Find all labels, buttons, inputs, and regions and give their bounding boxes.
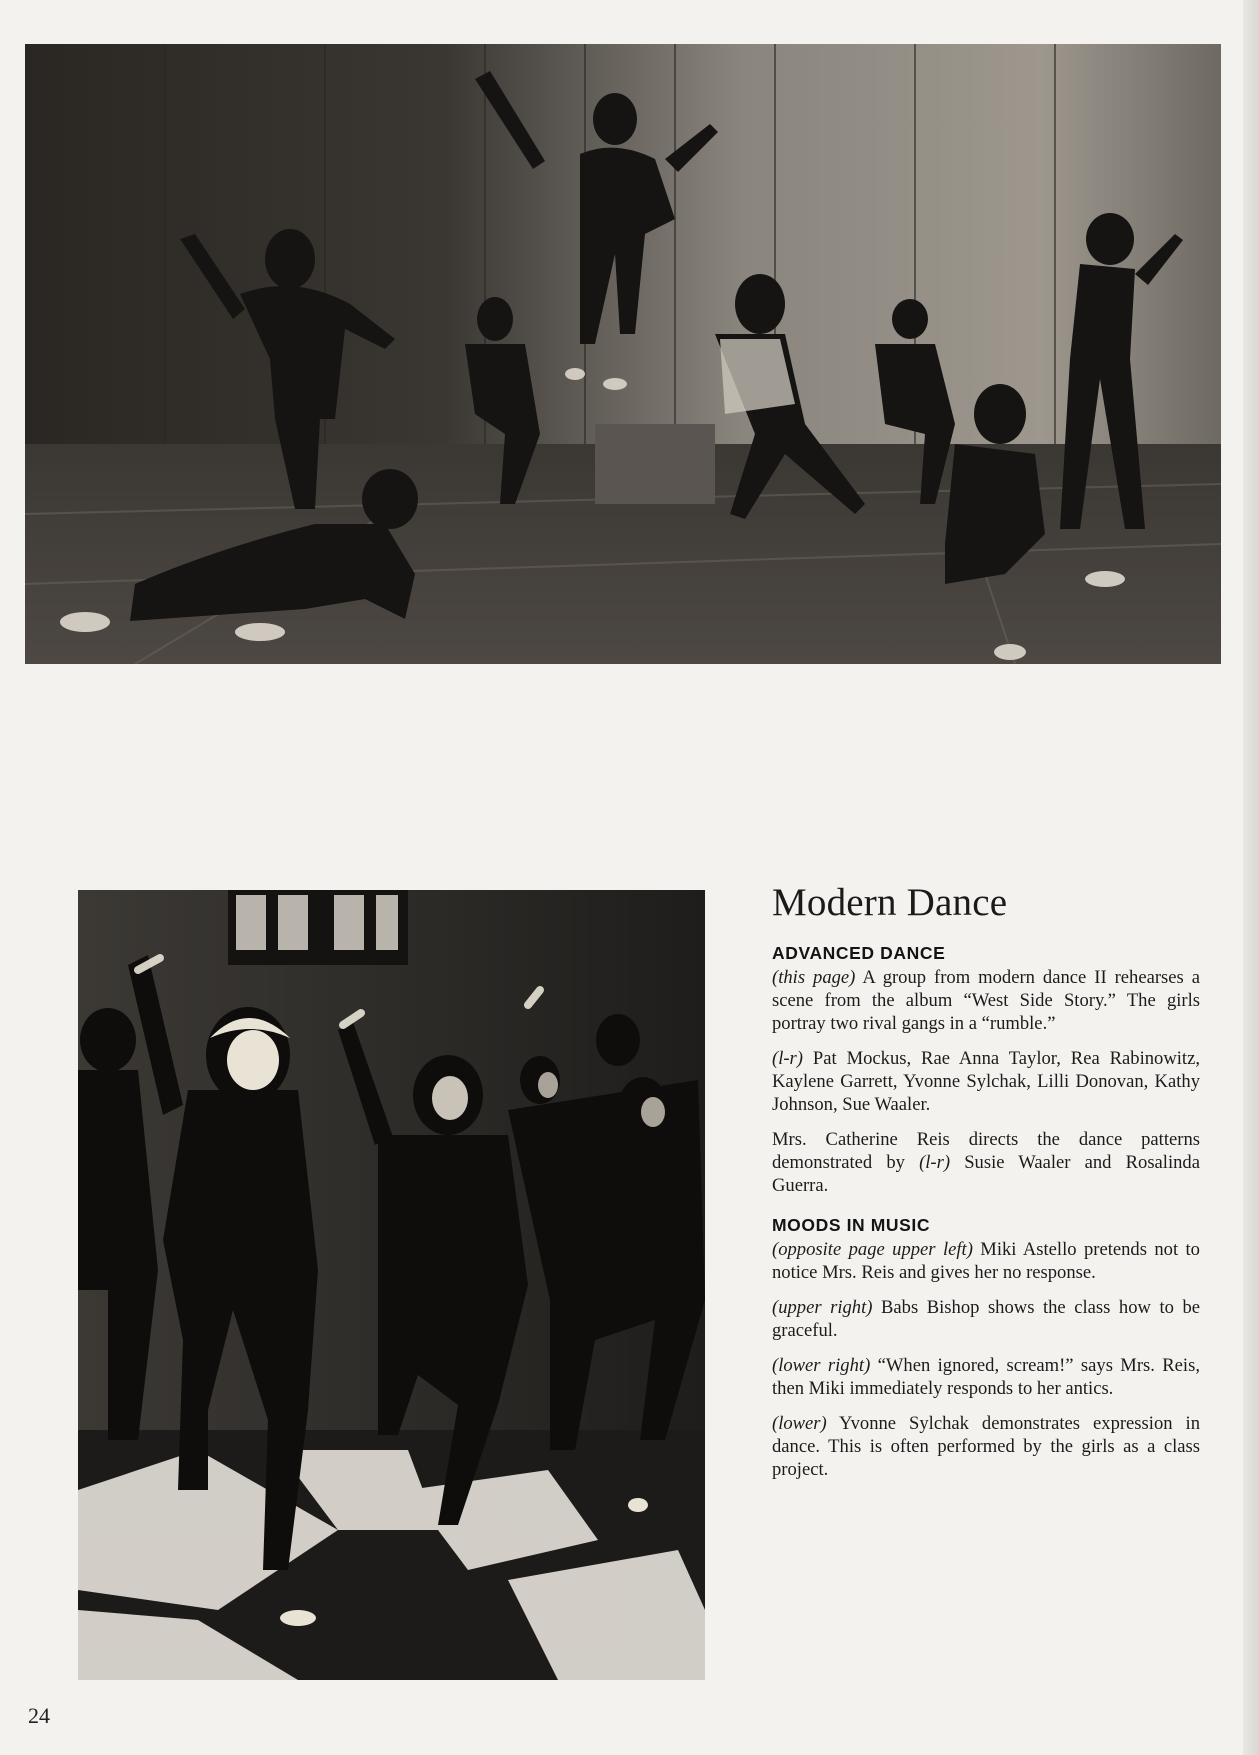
- caption-lead: (l-r): [772, 1048, 803, 1069]
- page-edge: [1243, 0, 1259, 1755]
- photo-advanced-dance-rumble: [25, 44, 1221, 664]
- caption-lead: (this page): [772, 967, 856, 988]
- caption-paragraph: [772, 1238, 1200, 1284]
- caption-text: “When ignored, scream!” says Mrs. Reis, then Miki immediately responds to her antics.: [772, 1355, 1200, 1399]
- caption-lead: (opposite page upper left): [772, 1239, 973, 1260]
- caption-lead: (lower right): [772, 1355, 871, 1376]
- article-heading: Modern Dance: [772, 881, 1008, 924]
- caption-lead: (upper right): [772, 1297, 873, 1318]
- article-column: [772, 880, 1200, 1493]
- caption-paragraph: [772, 1412, 1200, 1481]
- caption-text: Miki Astello pretends not to notice Mrs. Reis and gives her no response.: [772, 1239, 1200, 1283]
- caption-text: Susie Waaler and Rosalinda Guerra.: [772, 1152, 1200, 1196]
- photo-top-image: [25, 44, 1221, 664]
- caption-paragraph: [772, 966, 1200, 1035]
- caption-paragraph: [772, 1128, 1200, 1197]
- caption-paragraph: [772, 1354, 1200, 1400]
- caption-pre: Mrs. Catherine Reis directs the dance patterns demonstrated by: [772, 1129, 1200, 1173]
- photo-bottom-image: [78, 890, 705, 1680]
- photo-reis-directs-dance: [78, 890, 705, 1680]
- caption-text: Pat Mockus, Rae Anna Taylor, Rea Rabinowitz, Kaylene Garrett, Yvonne Sylchak, Lilli Donovan, Kathy Johnson, Sue Waaler.: [772, 1048, 1200, 1115]
- section-subhead-advanced-dance: ADVANCED DANCE: [772, 943, 946, 963]
- page-number: 24: [28, 1703, 50, 1728]
- caption-text: A group from modern dance II rehearses a scene from the album “West Side Story.” The girls portray two rival gangs in a “rumble.”: [772, 967, 1200, 1034]
- section-subhead-moods-in-music: MOODS IN MUSIC: [772, 1215, 931, 1235]
- caption-text: Yvonne Sylchak demonstrates expression in dance. This is often performed by the girls as a class project.: [772, 1413, 1200, 1480]
- caption-paragraph: [772, 1296, 1200, 1342]
- caption-paragraph: [772, 1047, 1200, 1116]
- caption-text: Babs Bishop shows the class how to be graceful.: [772, 1297, 1200, 1341]
- caption-lead: (lower): [772, 1413, 827, 1434]
- caption-lead: (l-r): [919, 1152, 951, 1173]
